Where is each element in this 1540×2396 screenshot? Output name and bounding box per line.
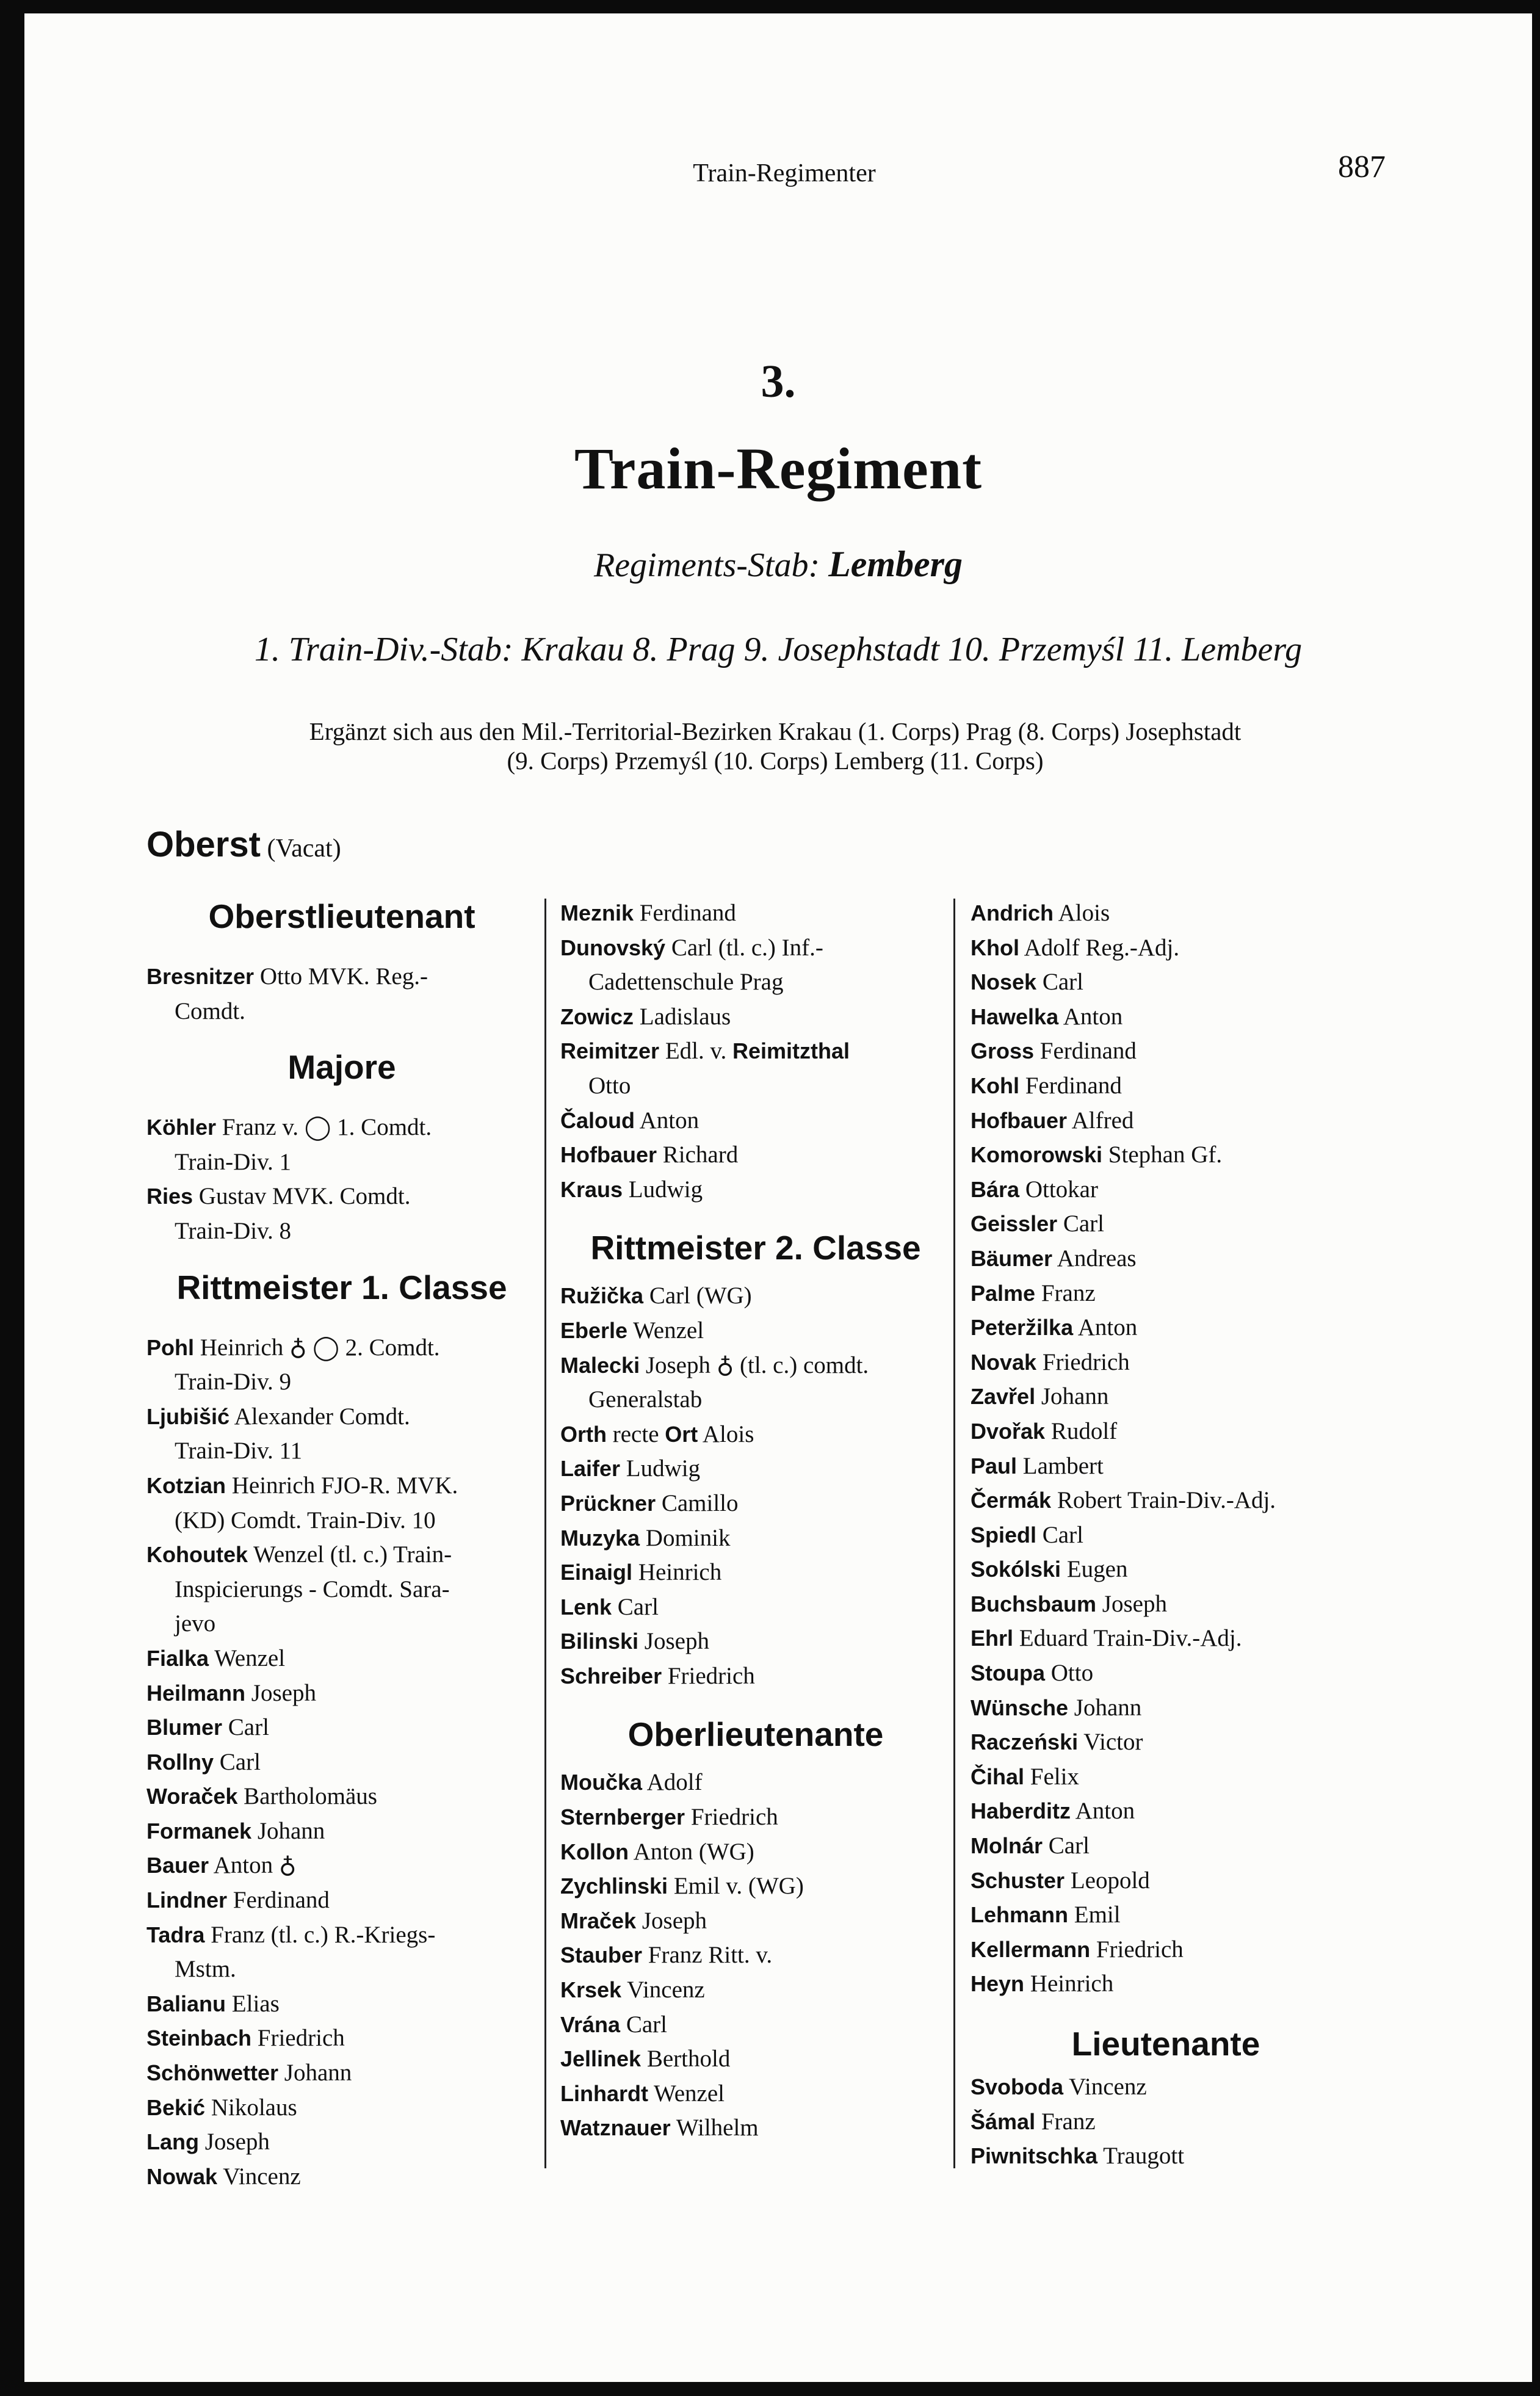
roster-entry: [146, 2021, 537, 2056]
roster-entry: [560, 1173, 951, 1207]
entry-surname: Linhardt: [560, 2080, 648, 2106]
entry-surname: Zowicz: [560, 1004, 634, 1029]
entry-details: Johann: [278, 2060, 352, 2087]
roster-entry: [146, 1641, 537, 1676]
entry-surname: Kraus: [560, 1176, 623, 1202]
roster-entry: [146, 2091, 537, 2126]
roster-entry: [146, 1779, 537, 1814]
entry-details: Edl. v.: [659, 1038, 732, 1065]
entry-surname: Malecki: [560, 1352, 640, 1378]
entry-details: Otto MVK. Reg.-: [254, 963, 428, 990]
entry-details: Carl (tl. c.) Inf.-: [665, 934, 823, 961]
roster-entry: [971, 1449, 1361, 1484]
entry-details: Joseph: [199, 2129, 270, 2155]
entry-details: Carl: [1036, 1521, 1083, 1548]
entry-details: Wenzel: [209, 1645, 286, 1671]
entry-details: Wilhelm: [670, 2115, 759, 2141]
entry-continuation: jevo: [175, 1610, 216, 1637]
entry-surname: Kotzian: [146, 1472, 226, 1498]
entry-surname: Köhler: [146, 1115, 217, 1140]
entry-continuation: Comdt.: [175, 997, 245, 1024]
entry-details: Wenzel (tl. c.) Train-: [248, 1541, 452, 1568]
entry-details: Heinrich: [632, 1559, 722, 1586]
entry-details: Wenzel: [627, 1317, 704, 1344]
roster-entry: [560, 1835, 951, 1870]
entry-surname: Hawelka: [971, 1004, 1059, 1029]
entry-surname: Nowak: [146, 2163, 218, 2189]
roster-entry: [560, 1973, 951, 2008]
roster-entry: [971, 1345, 1361, 1380]
entry-details: Rudolf: [1045, 1417, 1118, 1444]
roster-column-2: [560, 896, 951, 2146]
ergaenzung-paragraph: [146, 717, 1404, 775]
entry-details: Franz: [1035, 1279, 1096, 1306]
entry-surname: Krsek: [560, 1977, 622, 2003]
entry-continuation: Train-Div. 11: [175, 1438, 303, 1464]
entry-surname: Buchsbaum: [971, 1591, 1097, 1616]
entry-surname: Raczeński: [971, 1729, 1079, 1755]
entry-details: Bartholomäus: [237, 1783, 377, 1810]
entry-continuation: Mstm.: [175, 1956, 236, 1983]
entry-surname: Piwnitschka: [971, 2143, 1098, 2169]
entry-surname: Palme: [971, 1280, 1036, 1306]
roster-entry: [971, 1000, 1361, 1035]
entry-details: Ottokar: [1019, 1176, 1098, 1203]
oberst-line: [146, 824, 341, 865]
entry-surname: Lenk: [560, 1594, 612, 1620]
roster-entry: [971, 1380, 1361, 1414]
entry-details: Adolf: [642, 1769, 703, 1796]
entry-details: Ferdinand: [1019, 1072, 1122, 1099]
entry-details: Franz Ritt. v.: [642, 1942, 773, 1969]
rank-heading: Oberlieutenante: [627, 1715, 884, 1754]
entry-surname: Sternberger: [560, 1804, 685, 1830]
ergaenzung-line-2: (9. Corps) Przemyśl (10. Corps) Lemberg (11. Corps): [507, 747, 1044, 775]
entry-surname: Zavřel: [971, 1384, 1036, 1410]
entry-surname: Mraček: [560, 1908, 637, 1933]
entry-details: Johann: [1035, 1383, 1109, 1410]
roster-entry: [971, 1760, 1361, 1795]
entry-details: Johann: [251, 1817, 325, 1844]
entry-surname: Andrich: [971, 900, 1054, 925]
entry-surname: Schönwetter: [146, 2060, 279, 2086]
roster-entry: [971, 1276, 1361, 1311]
roster-entry: [971, 1587, 1361, 1622]
entry-surname: Sokólski: [971, 1557, 1061, 1582]
entry-details: Heinrich: [1024, 1971, 1114, 1997]
roster-entry: [971, 2070, 1361, 2105]
roster-entry: [560, 1869, 951, 1904]
entry-surname: Stoupa: [971, 1660, 1045, 1686]
entry-surname: Ljubišić: [146, 1403, 230, 1429]
roster-entry: [560, 1904, 951, 1939]
entry-surname: Molnár: [971, 1833, 1043, 1859]
roster-entry: [560, 1034, 951, 1103]
roster-entry: [146, 1918, 537, 1987]
entry-surname: Peteržilka: [971, 1315, 1074, 1341]
entry-surname: Novak: [971, 1349, 1037, 1375]
entry-surname: Schuster: [971, 1867, 1065, 1893]
roster-entry: [560, 1659, 951, 1694]
roster-entry: [146, 1676, 537, 1711]
oberst-label: Oberst: [146, 825, 261, 864]
entry-surname: Bäumer: [971, 1245, 1053, 1271]
entry-surname: Nosek: [971, 969, 1037, 995]
running-title: Train-Regimenter: [693, 159, 876, 187]
entry-surname: Dunovský: [560, 935, 666, 960]
entry-continuation: Train-Div. 9: [175, 1369, 292, 1395]
roster-entry: [971, 1518, 1361, 1553]
entry-surname: Tadra: [146, 1922, 205, 1947]
entry-surname: Watznauer: [560, 2115, 671, 2141]
entry-details: Carl: [612, 1593, 659, 1620]
entry-details: Wenzel: [648, 2080, 725, 2107]
entry-surname: Lindner: [146, 1887, 227, 1913]
entry-details: Friedrich: [1036, 1348, 1130, 1375]
document-page: [24, 13, 1532, 2382]
entry-surname: Muzyka: [560, 1525, 640, 1551]
entry-details: Carl (WG): [643, 1283, 752, 1309]
entry-details: Andreas: [1052, 1245, 1137, 1272]
roster-entry: [971, 1898, 1361, 1933]
entry-surname: Prückner: [560, 1490, 656, 1516]
roster-entry: [560, 1417, 951, 1452]
roster-entry: [146, 1710, 537, 1745]
entry-surname: Wünsche: [971, 1695, 1069, 1720]
roster-entry: [560, 1521, 951, 1556]
entry-details: Nikolaus: [205, 2094, 297, 2121]
roster-entry: [560, 1938, 951, 1973]
entry-surname: Čaloud: [560, 1107, 635, 1133]
entry-details: Alois: [1054, 900, 1110, 926]
roster-entry: [146, 2125, 537, 2160]
entry-details: Emil v. (WG): [668, 1873, 804, 1900]
roster-entry: [560, 2008, 951, 2043]
roster-entry: [560, 1624, 951, 1659]
entry-surname: Heilmann: [146, 1680, 246, 1706]
entry-surname: Khol: [971, 935, 1019, 960]
entry-surname-second: Reimitzthal: [732, 1038, 850, 1064]
entry-details: Ludwig: [620, 1455, 701, 1482]
entry-surname: Jellinek: [560, 2046, 642, 2072]
entry-surname: Orth: [560, 1421, 607, 1447]
entry-details: Camillo: [656, 1489, 739, 1516]
entry-surname: Zychlinski: [560, 1873, 668, 1899]
stab-label: Regiments-Stab:: [593, 546, 820, 584]
roster-entry: [560, 1000, 951, 1035]
entry-details: Gustav MVK. Comdt.: [193, 1183, 411, 1210]
entry-surname: Paul: [971, 1453, 1018, 1478]
rank-heading: Rittmeister 2. Classe: [590, 1229, 921, 1267]
roster-entry: [146, 1814, 537, 1849]
roster-entry: [560, 1348, 951, 1417]
entry-surname: Steinbach: [146, 2025, 252, 2051]
entry-details: Lambert: [1017, 1452, 1104, 1479]
entry-details: Heinrich ♁ ◯ 2. Comdt.: [194, 1334, 440, 1361]
roster-entry: [971, 1414, 1361, 1449]
entry-details: Carl: [222, 1714, 269, 1741]
roster-entry: [971, 1829, 1361, 1864]
roster-entry: [560, 1279, 951, 1314]
entry-details: Felix: [1024, 1763, 1079, 1790]
entry-details: Friedrich: [685, 1804, 778, 1831]
roster-entry: [146, 1110, 537, 1179]
entry-details: Joseph: [245, 1679, 316, 1706]
entry-surname: Čermák: [971, 1488, 1052, 1513]
entry-continuation: Generalstab: [588, 1386, 703, 1413]
roster-entry: [971, 1725, 1361, 1760]
roster-column-3: [971, 896, 1361, 2174]
entry-surname: Vrána: [560, 2011, 621, 2037]
entry-details: Richard: [657, 1142, 739, 1168]
entry-surname-second: Ort: [665, 1421, 698, 1447]
entry-surname: Dvořak: [971, 1418, 1046, 1444]
entry-details: Emil: [1068, 1902, 1121, 1928]
entry-surname: Rollny: [146, 1749, 214, 1775]
rank-heading: Majore: [287, 1048, 396, 1087]
roster-entry: [971, 965, 1361, 1000]
entry-details: Carl: [214, 1748, 261, 1775]
roster-entry: [971, 1483, 1361, 1518]
entry-details: Otto: [1045, 1660, 1094, 1687]
entry-surname: Einaigl: [560, 1560, 633, 1585]
column-divider-right: [953, 899, 955, 2168]
roster-entry: [971, 1691, 1361, 1726]
entry-details: Berthold: [641, 2046, 731, 2072]
entry-details: Carl: [1036, 969, 1083, 996]
entry-surname: Lehmann: [971, 1902, 1069, 1928]
entry-surname: Woraček: [146, 1784, 238, 1809]
entry-details: Carl: [620, 2011, 667, 2038]
entry-surname: Hofbauer: [971, 1107, 1068, 1133]
roster-entry: [560, 1138, 951, 1173]
roster-entry: [560, 1590, 951, 1625]
entry-details: recte: [607, 1421, 665, 1447]
entry-surname: Čihal: [971, 1764, 1025, 1789]
ergaenzung-line-1: Ergänzt sich aus den Mil.-Territorial-Bezirken Krakau (1. Corps) Prag (8. Corps) Josephstadt: [309, 717, 1242, 745]
roster-entry: [971, 1552, 1361, 1587]
roster-entry: [146, 1848, 537, 1883]
roster-entry: [560, 1314, 951, 1348]
entry-details: Ladislaus: [634, 1003, 731, 1030]
entry-details: Heinrich FJO-R. MVK.: [226, 1472, 458, 1499]
roster-entry: [971, 2105, 1361, 2140]
entry-details: Elias: [226, 1990, 280, 2017]
entry-details: Stephan Gf.: [1102, 1142, 1223, 1168]
roster-entry: [560, 2111, 951, 2146]
entry-details: Traugott: [1097, 2143, 1185, 2170]
entry-surname: Laifer: [560, 1456, 621, 1482]
entry-surname: Fialka: [146, 1645, 209, 1671]
entry-surname: Gross: [971, 1038, 1035, 1064]
roster-entry: [971, 1933, 1361, 1967]
entry-surname: Heyn: [971, 1971, 1025, 1997]
entry-details: Ferdinand: [1034, 1038, 1137, 1065]
entry-details: Friedrich: [251, 2025, 345, 2052]
roster-entry: [971, 1311, 1361, 1345]
entry-details: Ludwig: [623, 1176, 703, 1203]
entry-details: Anton: [635, 1107, 700, 1134]
roster-entry: [560, 2077, 951, 2112]
entry-surname: Formanek: [146, 1818, 252, 1844]
entry-surname: Ehrl: [971, 1626, 1014, 1651]
roster-entry: [146, 1745, 537, 1780]
entry-details: Johann: [1068, 1694, 1142, 1721]
entry-details: Carl: [1057, 1211, 1105, 1237]
entry-details: Vincenz: [217, 2163, 301, 2190]
entry-details: Victor: [1078, 1729, 1143, 1756]
roster-entry: [971, 1069, 1361, 1104]
entry-details: Ferdinand: [634, 900, 736, 926]
entry-details: Anton: [1071, 1798, 1135, 1825]
entry-continuation: Inspicierungs - Comdt. Sara-: [175, 1576, 450, 1602]
roster-entry: [971, 1034, 1361, 1069]
entry-surname: Lang: [146, 2129, 199, 2155]
entry-surname: Kellermann: [971, 1936, 1091, 1962]
roster-entry: [560, 1486, 951, 1521]
entry-surname: Kollon: [560, 1839, 629, 1864]
entry-details: Alfred: [1067, 1107, 1134, 1134]
oberst-value: (Vacat): [267, 834, 341, 863]
entry-details: Joseph: [638, 1628, 709, 1655]
regiment-number: 3.: [761, 356, 796, 407]
roster-entry: [146, 1538, 537, 1641]
entry-surname: Blumer: [146, 1715, 223, 1740]
entry-details: Joseph: [1096, 1590, 1167, 1617]
entry-details: Friedrich: [662, 1662, 755, 1689]
entry-continuation: (KD) Comdt. Train-Div. 10: [175, 1507, 436, 1533]
roster-entry: [971, 1864, 1361, 1898]
entry-surname: Šámal: [971, 2108, 1036, 2134]
roster-entry: [146, 1331, 537, 1400]
entry-details: Eduard Train-Div.-Adj.: [1013, 1625, 1242, 1652]
entry-surname: Kohoutek: [146, 1542, 248, 1568]
roster-entry: [971, 1138, 1361, 1173]
roster-entry: [971, 1104, 1361, 1138]
rank-heading: Oberstlieutenant: [208, 897, 475, 935]
entry-surname: Pohl: [146, 1334, 194, 1360]
column-divider-left: [544, 899, 546, 2168]
entry-surname: Ružička: [560, 1283, 644, 1309]
entry-surname: Ries: [146, 1184, 193, 1209]
entry-surname: Geissler: [971, 1211, 1058, 1237]
entry-surname: Schreiber: [560, 1663, 662, 1688]
roster-entry: [560, 896, 951, 931]
entry-details: Friedrich: [1090, 1936, 1184, 1963]
roster-column-1: [146, 896, 537, 2194]
entry-details: Alexander Comdt.: [230, 1403, 410, 1430]
roster-entry: [560, 1765, 951, 1800]
roster-entry: [971, 931, 1361, 966]
entry-details: Ferdinand: [227, 1887, 330, 1914]
entry-details: Carl: [1043, 1833, 1090, 1859]
entry-details: Vincenz: [1063, 2074, 1147, 2100]
roster-entry: [971, 1794, 1361, 1829]
stab-place: Lemberg: [828, 544, 963, 584]
entry-continuation: Cadettenschule Prag: [588, 969, 784, 996]
entry-details: Dominik: [640, 1524, 731, 1551]
entry-details: Anton: [1058, 1003, 1123, 1030]
entry-surname: Bekić: [146, 2094, 206, 2120]
roster-entry: [560, 1452, 951, 1486]
rank-heading: Rittmeister 1. Classe: [176, 1268, 507, 1306]
entry-surname: Komorowski: [971, 1142, 1103, 1168]
regiment-title: Train-Regiment: [574, 436, 983, 501]
roster-entry: [971, 1656, 1361, 1691]
roster-entry: [560, 2042, 951, 2077]
entry-continuation: Train-Div. 1: [175, 1148, 292, 1175]
entry-surname: Moučka: [560, 1770, 643, 1795]
entry-surname: Spiedl: [971, 1522, 1037, 1547]
entry-details: Vincenz: [621, 1977, 705, 2003]
roster-entry: [971, 896, 1361, 931]
division-stab-line: 1. Train-Div.-Stab: Krakau 8. Prag 9. Josephstadt 10. Przemyśl 11. Lemberg: [254, 631, 1303, 668]
roster-entry: [146, 960, 537, 1029]
roster-entry: [146, 2056, 537, 2091]
entry-surname: Bresnitzer: [146, 964, 255, 989]
entry-details: Anton ♁: [209, 1852, 297, 1879]
entry-surname: Haberditz: [971, 1798, 1071, 1824]
roster-entry: [146, 1179, 537, 1248]
entry-surname: Bilinski: [560, 1629, 639, 1654]
roster-entry: [560, 931, 951, 1000]
entry-details: Anton: [1073, 1314, 1138, 1341]
entry-surname: Eberle: [560, 1317, 628, 1343]
regiments-stab: [24, 543, 1532, 585]
entry-surname: Hofbauer: [560, 1142, 657, 1168]
roster-entry: [146, 1987, 537, 2022]
entry-details: Joseph ♁ (tl. c.) comdt.: [640, 1352, 869, 1378]
entry-surname: Bauer: [146, 1853, 209, 1878]
roster-entry: [971, 2139, 1361, 2174]
entry-details: Anton (WG): [628, 1838, 754, 1865]
entry-details-second: Alois: [698, 1421, 754, 1447]
roster-entry: [971, 1242, 1361, 1276]
entry-details: Eugen: [1061, 1556, 1128, 1583]
roster-entry: [146, 2160, 537, 2195]
entry-details: Franz (tl. c.) R.-Kriegs-: [204, 1921, 436, 1948]
entry-details: Franz v. ◯ 1. Comdt.: [216, 1114, 432, 1141]
entry-surname: Stauber: [560, 1942, 643, 1968]
roster-entry: [146, 1469, 537, 1538]
roster-entry: [146, 1400, 537, 1469]
entry-surname: Balianu: [146, 1991, 226, 2016]
roster-entry: [146, 1883, 537, 1918]
entry-surname: Svoboda: [971, 2074, 1064, 2099]
entry-details: Joseph: [636, 1907, 707, 1934]
entry-details: Leopold: [1065, 1867, 1150, 1894]
roster-entry: [971, 1173, 1361, 1207]
roster-entry: [560, 1555, 951, 1590]
roster-entry: [971, 1621, 1361, 1656]
entry-surname: Reimitzer: [560, 1038, 660, 1064]
entry-surname: Kohl: [971, 1073, 1019, 1098]
entry-details: Robert Train-Div.-Adj.: [1051, 1487, 1276, 1514]
roster-entry: [560, 1800, 951, 1835]
roster-entry: [560, 1104, 951, 1138]
rank-heading: Lieutenante: [1071, 2025, 1260, 2063]
roster-entry: [971, 1967, 1361, 2002]
entry-continuation: Train-Div. 8: [175, 1217, 292, 1244]
entry-details: Adolf Reg.-Adj.: [1019, 934, 1180, 961]
entry-details: Franz: [1035, 2108, 1096, 2135]
roster-entry: [971, 1207, 1361, 1242]
entry-surname: Bára: [971, 1176, 1020, 1202]
entry-continuation: Otto: [588, 1072, 631, 1099]
entry-surname: Meznik: [560, 900, 634, 925]
page-number: 887: [1338, 150, 1386, 184]
